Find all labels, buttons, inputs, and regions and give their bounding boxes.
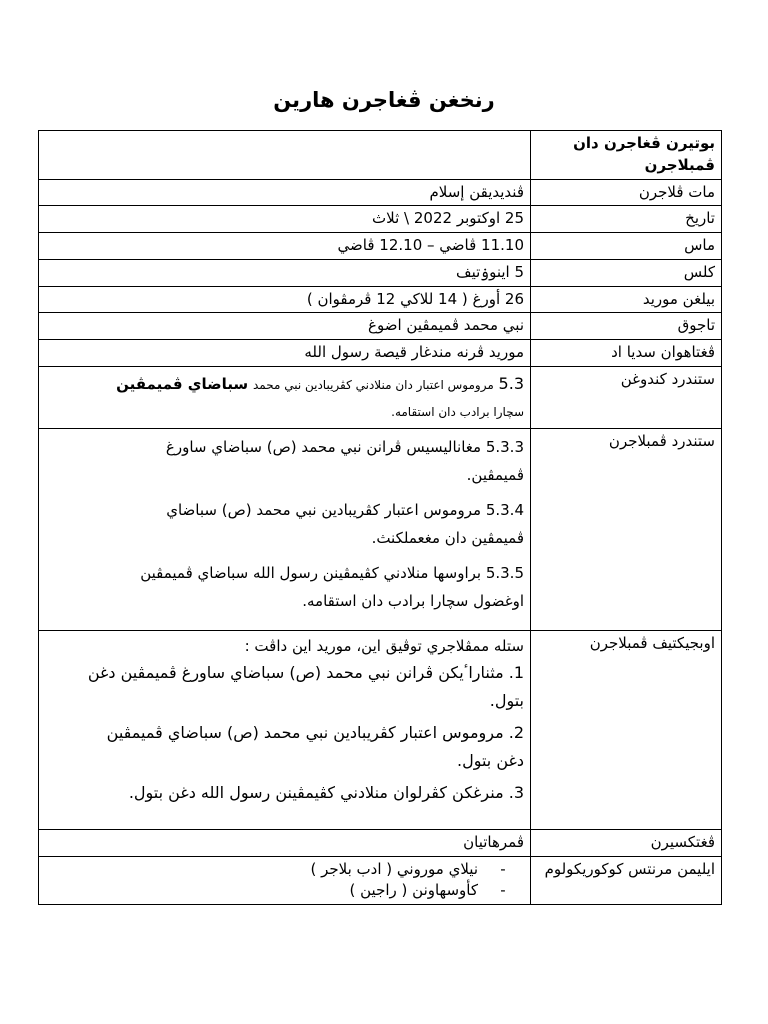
row-function (39, 829, 722, 856)
cross-elements-label: ايليمن مرنتس کوکوريکولوم (531, 856, 722, 905)
learning-standard-item (45, 496, 524, 553)
learning-standard-item-2-line1: 5.3.4 مروموس اعتبار کڤريبادين نبي محمد (ص) سباضاي (166, 500, 524, 519)
objective-item (45, 659, 524, 715)
learning-standard-item-3-line1: 5.3.5 براوسها منلادني کڤيمڤينن رسول الله سباضاي ڤميمڤين (140, 563, 524, 582)
function-label: ڤغتکسيرن (531, 829, 722, 856)
objective-item (45, 779, 524, 807)
objectives-value (39, 630, 531, 829)
topic-value: نبي محمد ڤميمڤين اضوغ (39, 313, 531, 340)
row-objectives (39, 630, 722, 829)
list-item (45, 859, 510, 881)
subject-label: مات ڤلاجرن (531, 179, 722, 206)
time-label: ماس (531, 233, 722, 260)
row-subject (39, 179, 722, 206)
content-standard-number: 5.3 (498, 373, 524, 393)
prior-knowledge-label: ڤغتاهوان سديا اد (531, 340, 722, 367)
lesson-plan-table (38, 130, 722, 905)
table-header-row (39, 131, 722, 180)
cross-element-1: نيلاي موروني ( ادب بلاجر ) (310, 859, 478, 878)
bullet-dash: - (500, 859, 506, 878)
subject-value: ڤنديديقن إسلام (39, 179, 531, 206)
function-value: ڤمرهاتيان (39, 829, 531, 856)
learning-standard-item (45, 433, 524, 490)
row-time (39, 233, 722, 260)
row-prior-knowledge (39, 340, 722, 367)
learning-standard-item-3-line2: اوغضول سچارا برادب دان استقامه. (302, 592, 524, 611)
content-standard-bold: سباضاي ڤميمڤين (116, 374, 249, 393)
class-label: کلس (531, 259, 722, 286)
date-label: تاريخ (531, 206, 722, 233)
students-value: 26 أورغ ( 14 للاکي 12 ڤرمڤوان ) (39, 286, 531, 313)
learning-standard-label: ستندرد ڤمبلاجرن (531, 428, 722, 630)
learning-standard-value (39, 428, 531, 630)
learning-standard-item (45, 559, 524, 616)
row-students (39, 286, 722, 313)
objectives-label: اوبجيکتيف ڤمبلاجرن (531, 630, 722, 829)
objective-2-line2: دغن بتول. (456, 750, 524, 770)
row-class (39, 259, 722, 286)
header-empty-cell (39, 131, 531, 180)
objective-1-line2: بتول. (489, 690, 524, 710)
row-topic (39, 313, 722, 340)
learning-standard-item-2-line2: ڤميمڤين دان مغعملکنث. (371, 529, 524, 548)
learning-standard-item-1-line1: 5.3.3 مغاناليسيس ڤرانن نبي محمد (ص) سباضاي ساورغ (165, 437, 524, 456)
header-label: بوتيرن ڤغاجرن دان ڤمبلاجرن (531, 131, 722, 180)
topic-label: تاجوق (531, 313, 722, 340)
row-content-standard (39, 366, 722, 428)
cross-elements-value (39, 856, 531, 905)
row-date (39, 206, 722, 233)
date-value: 25 اوکتوبر 2022 \ ثلاث (39, 206, 531, 233)
cross-element-2: کأوسهاونن ( راجين ) (349, 881, 478, 900)
students-label: بيلغن موريد (531, 286, 722, 313)
objective-item (45, 719, 524, 775)
objectives-intro: ستله ممڤلاجري توڤيق اين، موريد اين داڤت : (244, 636, 524, 655)
content-standard-line2: سچارا برادب دان استقامه. (391, 405, 524, 420)
content-standard-text: مروموس اعتبار دان منلادني کڤريبادين نبي محمد (252, 377, 494, 392)
content-standard-label: ستندرد کندوغن (531, 366, 722, 428)
objective-2-line1: 2. مروموس اعتبار کڤريبادين نبي محمد (ص) سباضاي ڤميمڤين (106, 722, 524, 742)
time-value: 11.10 ڤاضي – 12.10 ڤاضي (39, 233, 531, 260)
list-item (45, 880, 510, 902)
row-cross-elements (39, 856, 722, 905)
objective-1-line1: 1. مثناراٴيکن ڤرانن نبي محمد (ص) سباضاي ساورغ ڤميمڤين دغن (87, 662, 524, 682)
bullet-dash: - (500, 881, 506, 900)
class-value: 5 اينوۏتيف (39, 259, 531, 286)
content-standard-value (39, 366, 531, 428)
page-title: رنخغن ڤغاجرن هارين (273, 88, 495, 112)
learning-standard-item-1-line2: ڤميمڤين. (466, 466, 524, 485)
row-learning-standard (39, 428, 722, 630)
prior-knowledge-value: موريد ڤرنه مندغار قيصة رسول الله (39, 340, 531, 367)
objective-3-line1: 3. منرغکن کڤرلوان منلادني کڤيمڤينن رسول الله دغن بتول. (128, 782, 524, 802)
